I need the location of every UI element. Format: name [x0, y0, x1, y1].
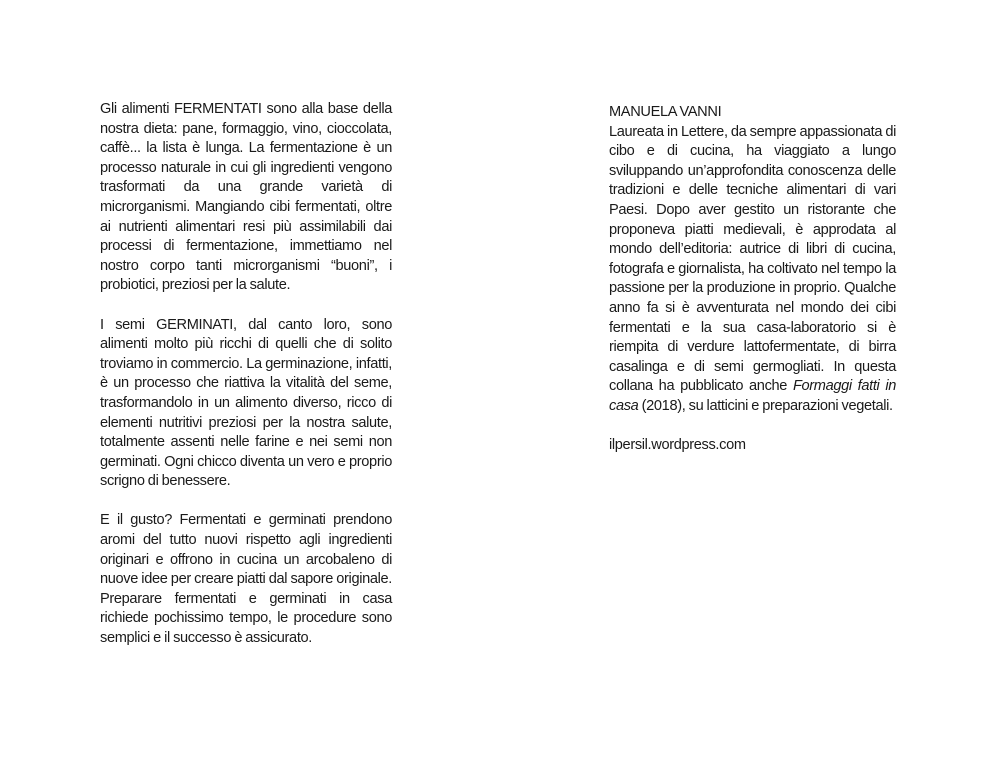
paragraph-germinati: I semi GERMINATI, dal canto loro, sono alimenti molto più ricchi di quelli che di solito troviamo in commercio. La germinazione, infatti, è un processo che riattiva la vitalità del seme, trasformandolo in un alimento diverso, ricco di elementi nutritivi preziosi per la nostra salute, totalmente assenti nelle farine e nei semi non germinati. Ogni chicco diventa un vero e proprio scrigno di benessere. [100, 316, 392, 490]
author-bio-column [609, 103, 896, 456]
paragraph-fermentati: Gli alimenti FERMENTATI sono alla base della nostra dieta: pane, formaggio, vino, cioccolata, caffè... la lista è lunga. La fermentazione è un processo naturale in cui gli ingredienti vengono trasformati da una grande varietà di microrganismi. Mangiando cibi fermentati, oltre ai nutrienti alimentari resi più assimilabili dai processi di fermentazione, immettiamo nel nostro corpo tanti microrganismi “buoni”, i probiotici, preziosi per la salute. [100, 101, 392, 294]
left-column-text [100, 100, 392, 649]
website-link[interactable]: ilpersil.wordpress.com [609, 437, 746, 454]
author-bio [609, 123, 896, 417]
paragraph-gusto: E il gusto? Fermentati e germinati prendono aromi del tutto nuovi rispetto agli ingredienti originari e offrono in cucina un arcobaleno di nuove idee per creare piatti dal sapore originale. Preparare fermentati e germinati in casa richiede pochissimo tempo, le procedure sono semplici e il successo è assicurato. [100, 512, 392, 647]
book-title: Formaggi fatti in casa [609, 378, 896, 414]
author-name: MANUELA VANNI [609, 104, 722, 120]
author-bio-text: Laureata in Lettere, da sempre appassionata di cibo e di cucina, ha viaggiato a lungo sviluppando un’approfondita conoscenza delle tradizioni e delle tecniche alimentari di vari Paesi. Dopo aver gestito un ristorante che proponeva piatti medievali, è approdata al mondo dell’editoria: autrice di libri di cucina, fotografa e giornalista, ha coltivato nel tempo la passione per la produzione in proprio. Qualche anno fa si è avventurata nel mondo dei cibi fermentati e la sua casa-laboratorio si è riempita di verdure lattofermentate, di birra casalinga e di semi germogliati. In questa collana ha pubblicato anche [609, 123, 896, 395]
author-bio-text-end: (2018), su latticini e preparazioni vegetali. [638, 397, 893, 414]
